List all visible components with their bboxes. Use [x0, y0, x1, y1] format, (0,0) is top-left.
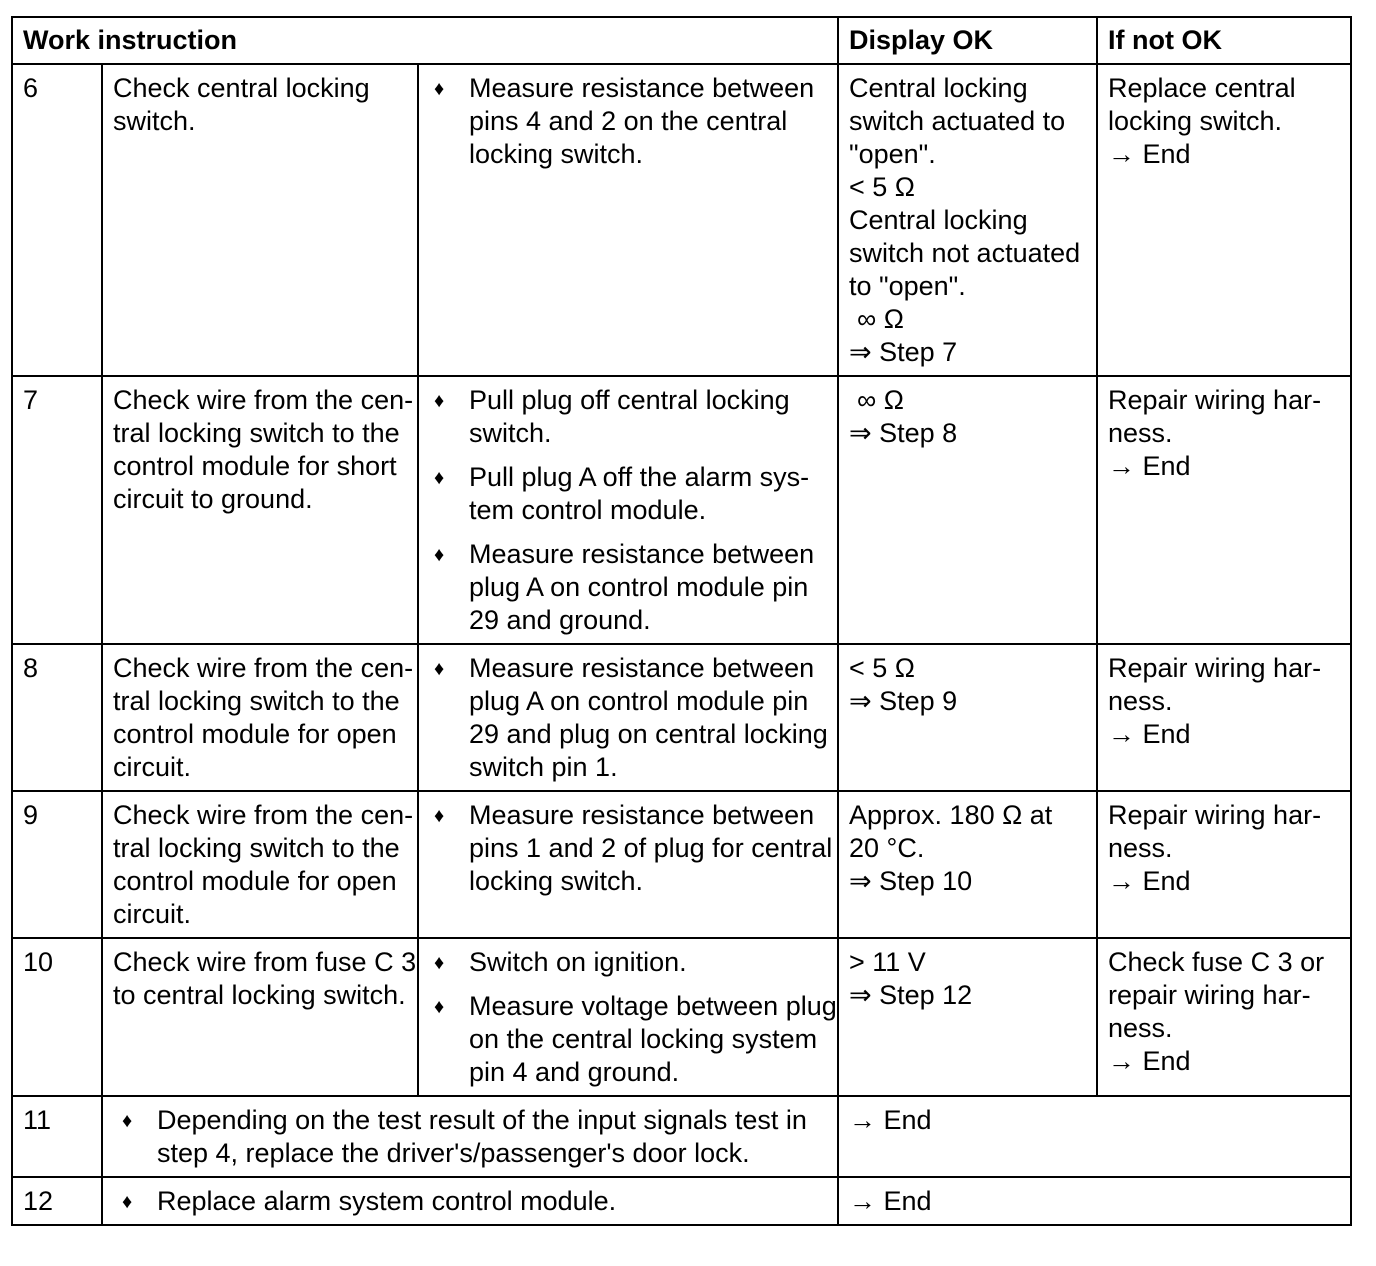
header-work-instruction: Work instruction — [12, 17, 838, 64]
cell-line: → End — [1108, 719, 1191, 749]
cell-line: control module for short — [113, 451, 397, 481]
check-description — [102, 938, 418, 1096]
cell-line: ness. — [1108, 686, 1173, 716]
cell-line: ∞ Ω — [857, 304, 904, 334]
cell-line: switch pin 1. — [469, 752, 618, 782]
check-description — [102, 644, 418, 791]
cell-line: Check wire from the cen- — [113, 385, 414, 415]
cell-line: Repair wiring har- — [1108, 800, 1322, 830]
action-list — [418, 644, 838, 791]
table-row — [12, 938, 1351, 1096]
action-list — [418, 376, 838, 644]
result-cell: → End — [838, 1096, 1351, 1177]
cell-line: plug A on control module pin — [469, 572, 809, 602]
display-ok-cell — [838, 64, 1097, 376]
cell-line: ♦ Measure voltage between plug — [469, 991, 837, 1021]
cell-line: ⇒ Step 10 — [849, 866, 973, 896]
cell-line: Check wire from the cen- — [113, 800, 414, 830]
cell-line: circuit. — [113, 899, 192, 929]
work-instruction-table — [11, 16, 1352, 1226]
bullet-list — [429, 799, 833, 898]
step-number: 9 — [12, 791, 102, 938]
cell-line: Repair wiring har- — [1108, 385, 1322, 415]
cell-line: 20 °C. — [849, 833, 925, 863]
step-number: 8 — [12, 644, 102, 791]
table-row — [12, 64, 1351, 376]
cell-line: ♦ Measure resistance between — [469, 539, 815, 569]
cell-line: ness. — [1108, 1013, 1173, 1043]
cell-line: ⇒ Step 7 — [849, 337, 958, 367]
display-ok-cell — [838, 791, 1097, 938]
cell-line: Check fuse C 3 or — [1108, 947, 1325, 977]
cell-line: ⇒ Step 12 — [849, 980, 973, 1010]
action-list — [418, 791, 838, 938]
cell-line: ♦ Pull plug off central locking — [469, 385, 790, 415]
action-list — [102, 1177, 838, 1225]
step-number: 11 — [12, 1096, 102, 1177]
if-not-ok-cell — [1097, 938, 1351, 1096]
display-ok-cell — [838, 938, 1097, 1096]
cell-line: ♦ Replace alarm system control module. — [157, 1186, 617, 1216]
cell-line: Approx. 180 Ω at — [849, 800, 1053, 830]
bullet-list — [117, 1185, 827, 1218]
list-item — [429, 538, 827, 637]
bullet-list — [429, 946, 837, 1089]
cell-line: locking switch. — [1108, 106, 1283, 136]
cell-line: → End — [1108, 866, 1191, 896]
if-not-ok-cell — [1097, 644, 1351, 791]
cell-line: tral locking switch to the — [113, 833, 400, 863]
cell-line: → End — [1108, 451, 1191, 481]
header-display-ok: Display OK — [838, 17, 1097, 64]
check-description — [102, 64, 418, 376]
cell-line: tem control module. — [469, 495, 707, 525]
cell-line: ♦ Switch on ignition. — [469, 947, 687, 977]
cell-line: Repair wiring har- — [1108, 653, 1322, 683]
cell-line: Replace central — [1108, 73, 1296, 103]
list-item — [117, 1104, 827, 1170]
cell-line: on the central locking system — [469, 1024, 818, 1054]
cell-line: locking switch. — [469, 139, 644, 169]
list-item — [117, 1185, 827, 1218]
check-description — [102, 791, 418, 938]
table-row — [12, 1177, 1351, 1225]
table-row — [12, 644, 1351, 791]
if-not-ok-cell — [1097, 791, 1351, 938]
header-if-not-ok: If not OK — [1097, 17, 1351, 64]
cell-line: to central locking switch. — [113, 980, 406, 1010]
cell-line: step 4, replace the driver's/passenger's door lock. — [157, 1138, 750, 1168]
list-item — [429, 652, 827, 784]
display-ok-cell — [838, 376, 1097, 644]
cell-line: Check wire from the cen- — [113, 653, 414, 683]
cell-line: tral locking switch to the — [113, 686, 400, 716]
cell-line: → End — [1108, 1046, 1191, 1076]
cell-line: ♦ Depending on the test result of the input signals test in — [157, 1105, 807, 1135]
cell-line: "open". — [849, 139, 936, 169]
cell-line: 29 and plug on central locking — [469, 719, 828, 749]
list-item — [429, 990, 837, 1089]
cell-line: ♦ Measure resistance between — [469, 800, 815, 830]
cell-line: < 5 Ω — [849, 653, 915, 683]
list-item — [429, 72, 827, 171]
cell-line: Central locking — [849, 205, 1028, 235]
action-list — [418, 64, 838, 376]
cell-line: circuit to ground. — [113, 484, 313, 514]
cell-line: < 5 Ω — [849, 172, 915, 202]
cell-line: pins 4 and 2 on the central — [469, 106, 788, 136]
action-list — [418, 938, 838, 1096]
cell-line: ♦ Pull plug A off the alarm sys- — [469, 462, 810, 492]
cell-line: switch. — [469, 418, 552, 448]
table-row — [12, 1096, 1351, 1177]
table-row — [12, 376, 1351, 644]
cell-line: ♦ Measure resistance between — [469, 73, 815, 103]
bullet-list — [429, 384, 827, 637]
cell-line: → End — [1108, 139, 1191, 169]
step-number: 7 — [12, 376, 102, 644]
cell-line: ness. — [1108, 833, 1173, 863]
cell-line: ∞ Ω — [857, 385, 904, 415]
cell-line: repair wiring har- — [1108, 980, 1311, 1010]
result-cell: → End — [838, 1177, 1351, 1225]
cell-line: ness. — [1108, 418, 1173, 448]
cell-line: ⇒ Step 8 — [849, 418, 958, 448]
cell-line: Check wire from fuse C 3 — [113, 947, 417, 977]
bullet-list — [117, 1104, 827, 1170]
check-description — [102, 376, 418, 644]
if-not-ok-cell — [1097, 64, 1351, 376]
table-row — [12, 791, 1351, 938]
action-list — [102, 1096, 838, 1177]
cell-line: locking switch. — [469, 866, 644, 896]
cell-line: to "open". — [849, 271, 966, 301]
cell-line: ⇒ Step 9 — [849, 686, 958, 716]
bullet-list — [429, 72, 827, 171]
cell-line: tral locking switch to the — [113, 418, 400, 448]
step-number: 6 — [12, 64, 102, 376]
if-not-ok-cell — [1097, 376, 1351, 644]
cell-line: 29 and ground. — [469, 605, 651, 635]
cell-line: control module for open — [113, 719, 397, 749]
table-header-row — [12, 17, 1351, 64]
cell-line: pins 1 and 2 of plug for central — [469, 833, 833, 863]
display-ok-cell — [838, 644, 1097, 791]
cell-line: ♦ Measure resistance between — [469, 653, 815, 683]
cell-line: pin 4 and ground. — [469, 1057, 680, 1087]
list-item — [429, 946, 827, 979]
cell-line: control module for open — [113, 866, 397, 896]
cell-line: Check central locking — [113, 73, 370, 103]
cell-line: Central locking — [849, 73, 1028, 103]
cell-line: > 11 V — [849, 947, 926, 977]
list-item — [429, 384, 827, 450]
list-item — [429, 461, 827, 527]
cell-line: plug A on control module pin — [469, 686, 809, 716]
step-number: 10 — [12, 938, 102, 1096]
step-number: 12 — [12, 1177, 102, 1225]
bullet-list — [429, 652, 827, 784]
list-item — [429, 799, 833, 898]
cell-line: switch. — [113, 106, 196, 136]
cell-line: switch actuated to — [849, 106, 1066, 136]
cell-line: switch not actuated — [849, 238, 1081, 268]
cell-line: circuit. — [113, 752, 192, 782]
